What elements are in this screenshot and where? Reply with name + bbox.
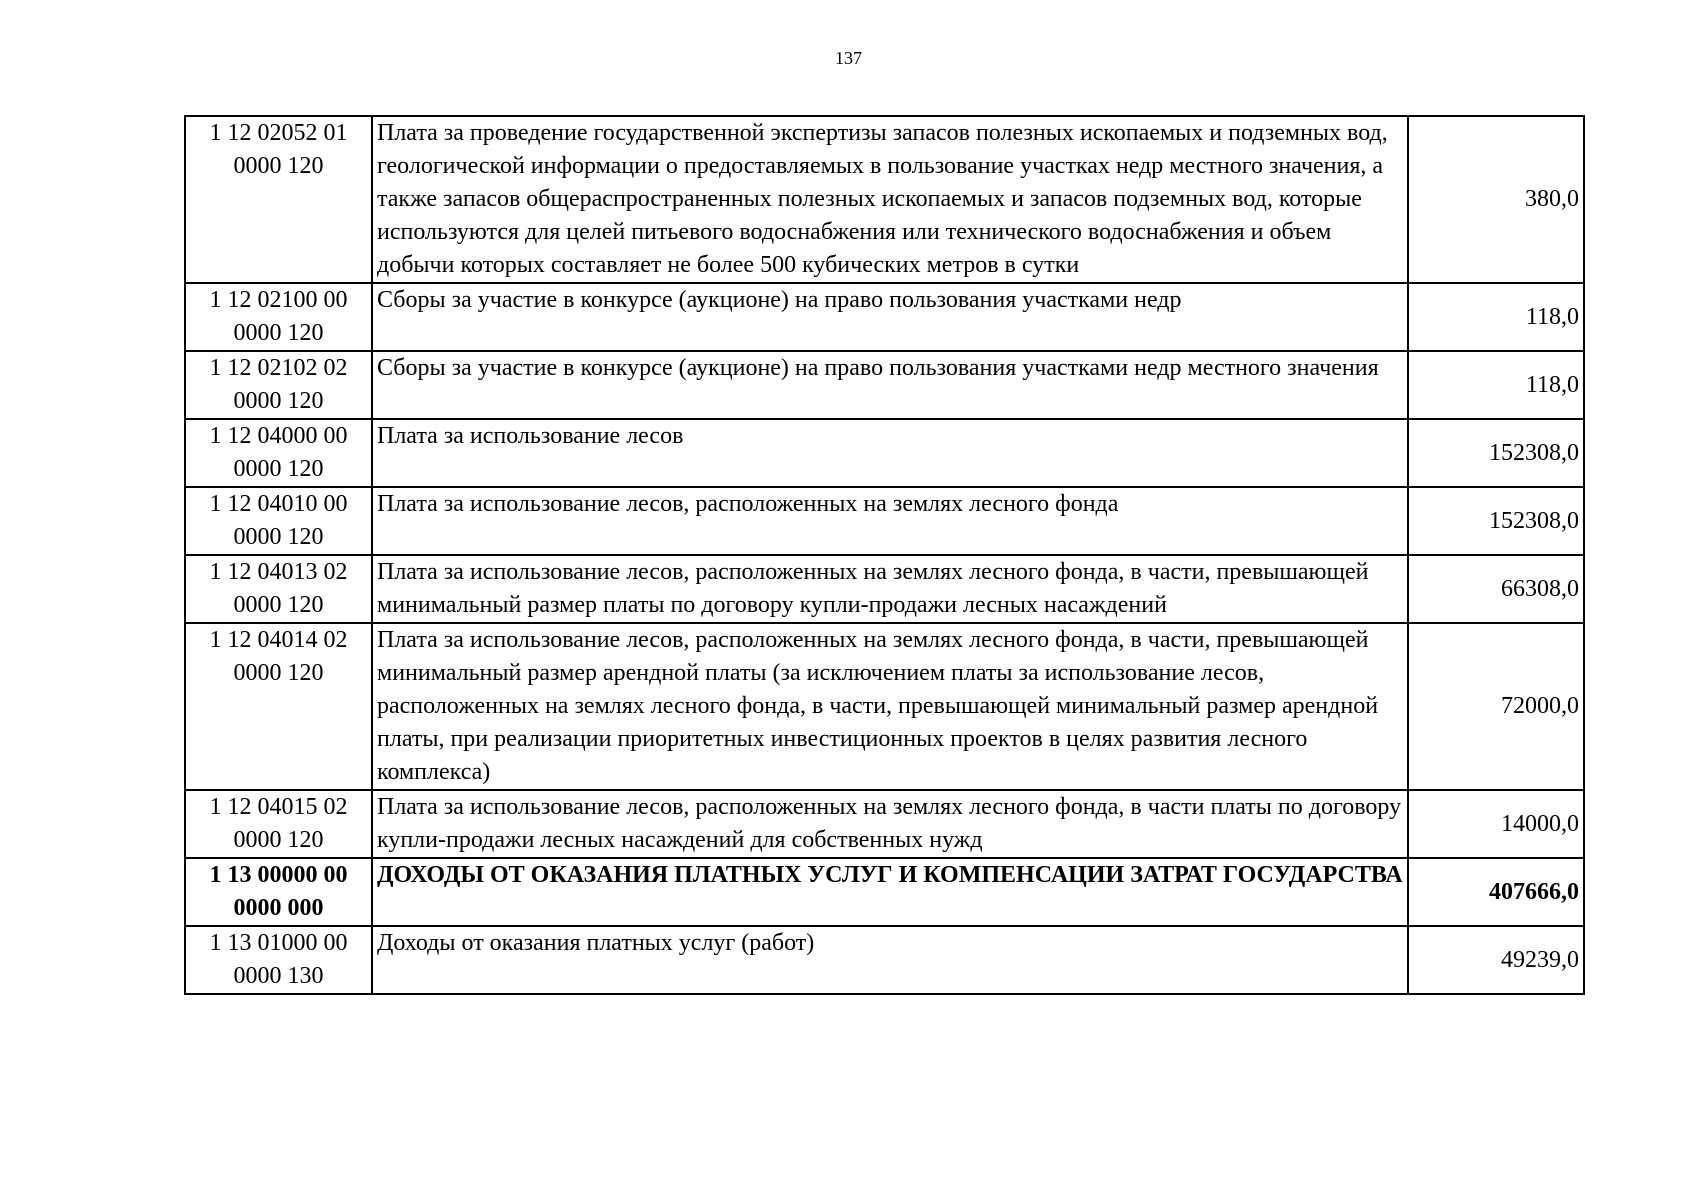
revenue-name-cell: Плата за использование лесов	[372, 419, 1408, 487]
budget-code-cell: 1 12 04010 00 0000 120	[185, 487, 372, 555]
table-row	[185, 116, 1584, 283]
table-row	[185, 623, 1584, 790]
revenue-name-cell: Доходы от оказания платных услуг (работ)	[372, 926, 1408, 994]
budget-code-cell: 1 12 02102 02 0000 120	[185, 351, 372, 419]
amount-cell: 407666,0	[1408, 858, 1584, 926]
amount-cell: 14000,0	[1408, 790, 1584, 858]
table-row	[185, 283, 1584, 351]
budget-code-cell: 1 13 00000 00 0000 000	[185, 858, 372, 926]
revenue-name-cell: Сборы за участие в конкурсе (аукционе) на право пользования участками недр	[372, 283, 1408, 351]
budget-code-cell: 1 12 04015 02 0000 120	[185, 790, 372, 858]
amount-cell: 118,0	[1408, 283, 1584, 351]
revenue-name-cell: Плата за использование лесов, расположенных на землях лесного фонда, в части, превышающей минимальный размер арендной платы (за исключением платы за использование лесов, расположенных на землях лесного фонда, в части, превышающей минимальный размер арендной платы, при реализации приоритетных инвестиционных проектов в целях развития лесного комплекса)	[372, 623, 1408, 790]
budget-revenue-table	[184, 115, 1585, 995]
amount-cell: 66308,0	[1408, 555, 1584, 623]
revenue-name-cell: ДОХОДЫ ОТ ОКАЗАНИЯ ПЛАТНЫХ УСЛУГ И КОМПЕНСАЦИИ ЗАТРАТ ГОСУДАРСТВА	[372, 858, 1408, 926]
table-body	[185, 116, 1584, 994]
table-row	[185, 790, 1584, 858]
budget-code-cell: 1 13 01000 00 0000 130	[185, 926, 372, 994]
revenue-name-cell: Сборы за участие в конкурсе (аукционе) на право пользования участками недр местного значения	[372, 351, 1408, 419]
amount-cell: 118,0	[1408, 351, 1584, 419]
table-row	[185, 419, 1584, 487]
budget-code-cell: 1 12 04000 00 0000 120	[185, 419, 372, 487]
amount-cell: 152308,0	[1408, 419, 1584, 487]
table-row	[185, 926, 1584, 994]
table-row	[185, 487, 1584, 555]
page-number: 137	[835, 48, 862, 68]
amount-cell: 72000,0	[1408, 623, 1584, 790]
revenue-name-cell: Плата за проведение государственной экспертизы запасов полезных ископаемых и подземных вод, геологической информации о предоставляемых в пользование участках недр местного значения, а также запасов общераспространенных полезных ископаемых и запасов подземных вод, которые используются для целей питьевого водоснабжения или технического водоснабжения и объем добычи которых составляет не более 500 кубических метров в сутки	[372, 116, 1408, 283]
budget-code-cell: 1 12 04013 02 0000 120	[185, 555, 372, 623]
budget-code-cell: 1 12 02052 01 0000 120	[185, 116, 372, 283]
budget-code-cell: 1 12 04014 02 0000 120	[185, 623, 372, 790]
table-row	[185, 351, 1584, 419]
revenue-name-cell: Плата за использование лесов, расположенных на землях лесного фонда	[372, 487, 1408, 555]
table-row	[185, 555, 1584, 623]
amount-cell: 152308,0	[1408, 487, 1584, 555]
revenue-name-cell: Плата за использование лесов, расположенных на землях лесного фонда, в части платы по договору купли-продажи лесных насаждений для собственных нужд	[372, 790, 1408, 858]
table-row	[185, 858, 1584, 926]
amount-cell: 380,0	[1408, 116, 1584, 283]
budget-code-cell: 1 12 02100 00 0000 120	[185, 283, 372, 351]
amount-cell: 49239,0	[1408, 926, 1584, 994]
revenue-name-cell: Плата за использование лесов, расположенных на землях лесного фонда, в части, превышающей минимальный размер платы по договору купли-продажи лесных насаждений	[372, 555, 1408, 623]
